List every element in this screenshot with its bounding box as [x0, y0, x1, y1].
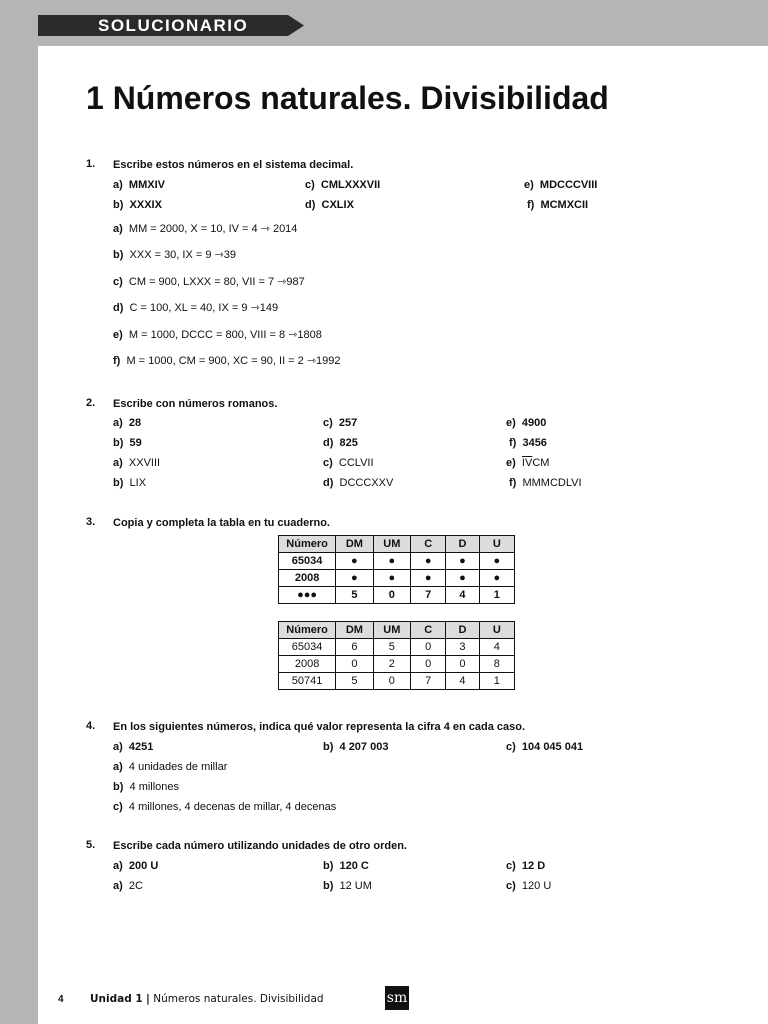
answer [506, 879, 551, 893]
exercise-prompt: Escribe cada número utilizando unidades de otro orden. [113, 840, 407, 852]
item-label: c) [305, 179, 315, 191]
answer-text: MM = 2000, X = 10, IV = 4 ⇾ 2014 [128, 223, 298, 235]
answer-label: a) [113, 457, 123, 469]
table-cell: ● [411, 553, 446, 570]
answer [506, 456, 549, 470]
answer [323, 456, 374, 470]
answer-text: XXVIII [128, 457, 161, 469]
table-cell: ● [336, 570, 373, 587]
answer [113, 780, 179, 794]
table-cell: ● [479, 570, 514, 587]
page-number: 4 [58, 994, 64, 1005]
table-cell: 0 [373, 587, 410, 604]
answer-label: d) [113, 302, 124, 314]
item-value: 3456 [522, 437, 547, 449]
item [506, 740, 583, 754]
item-label: b) [113, 199, 124, 211]
answer-text: M = 1000, CM = 900, XC = 90, II = 2 ⇾1992 [126, 355, 341, 367]
banner-title: SOLUCIONARIO [98, 16, 249, 35]
answer-overline-text: $\overline{IV}$ [521, 457, 533, 469]
answer-text: 4 millones, 4 decenas de millar, 4 decenas [128, 801, 337, 813]
answer-label: c) [113, 801, 123, 813]
table-cell: 2008 [279, 570, 336, 587]
table-header-cell: DM [336, 536, 373, 553]
table-cell: 7 [411, 587, 446, 604]
answer [113, 328, 322, 342]
table-header-cell: U [479, 536, 514, 553]
item [323, 859, 369, 873]
answer [323, 879, 372, 893]
publisher-logo: sm [385, 986, 409, 1010]
table-header-row [279, 536, 515, 553]
table-cell: ●●● [279, 587, 336, 604]
answer-label: b) [113, 249, 124, 261]
item [113, 416, 141, 430]
item-value: MCMXCII [540, 199, 589, 211]
answer-label: a) [113, 223, 123, 235]
item-value: 257 [338, 417, 358, 429]
answer [113, 301, 278, 315]
table-header-cell: UM [373, 536, 410, 553]
footer-unit: Unidad 1 [90, 993, 143, 1005]
exercise-number: 4. [86, 720, 96, 732]
item-label: c) [323, 417, 333, 429]
table-header-row [279, 622, 515, 639]
answer-text: M = 1000, DCCC = 800, VIII = 8 ⇾1808 [128, 329, 322, 341]
item [305, 178, 380, 192]
table-header-cell: C [411, 536, 446, 553]
table-header-cell: C [411, 622, 446, 639]
answer-label: a) [113, 880, 123, 892]
answer [113, 476, 146, 490]
answer [113, 800, 336, 814]
table-cell: 5 [336, 673, 373, 690]
answer [113, 222, 297, 236]
answer-label: f) [509, 477, 517, 489]
table-cell: 5 [336, 587, 373, 604]
exercise-number: 2. [86, 397, 96, 409]
table-cell: ● [411, 570, 446, 587]
table-header-cell: D [446, 536, 479, 553]
table-cell: 0 [411, 639, 446, 656]
answer-text: 2C [128, 880, 143, 892]
answer-label: a) [113, 761, 123, 773]
table-cell: 4 [446, 587, 479, 604]
place-value-table-answer [278, 621, 515, 690]
item-label: b) [323, 741, 334, 753]
answer [113, 456, 160, 470]
table-cell: 0 [446, 656, 479, 673]
item [524, 178, 597, 192]
answer-text: 12 UM [339, 880, 372, 892]
table-cell: ● [373, 553, 410, 570]
item-label: a) [113, 179, 123, 191]
table-row [279, 570, 515, 587]
answer-label: c) [113, 276, 123, 288]
table-header-cell: Número [279, 622, 336, 639]
table-cell: 8 [479, 656, 514, 673]
item-value: CMLXXXVII [320, 179, 381, 191]
item-value: MDCCCVIII [539, 179, 598, 191]
table-cell: 4 [479, 639, 514, 656]
answer-text: 4 millones [129, 781, 180, 793]
item-label: b) [323, 860, 334, 872]
exercise-number: 1. [86, 158, 96, 170]
table-row [279, 587, 515, 604]
table-cell: 2008 [279, 656, 336, 673]
item [113, 859, 158, 873]
item-value: 104 045 041 [521, 741, 584, 753]
table-cell: 0 [373, 673, 410, 690]
answer [113, 248, 236, 262]
exercise-prompt: En los siguientes números, indica qué valor representa la cifra 4 en cada caso. [113, 721, 526, 733]
table-cell: 1 [479, 587, 514, 604]
answer-text: 4 unidades de millar [128, 761, 228, 773]
item-label: a) [113, 860, 123, 872]
answer-text: CCLVII [338, 457, 374, 469]
table-cell: 5 [373, 639, 410, 656]
answer-text: MMMCDLVI [522, 477, 582, 489]
table-cell: ● [446, 570, 479, 587]
page-title: 1 Números naturales. Divisibilidad [86, 80, 609, 116]
place-value-table-question [278, 535, 515, 604]
answer-text: LIX [129, 477, 147, 489]
answer-label: e) [506, 457, 516, 469]
item [506, 859, 545, 873]
item-value: 12 D [521, 860, 546, 872]
table-row [279, 656, 515, 673]
exercise-prompt: Escribe con números romanos. [113, 398, 278, 410]
answer-label: c) [323, 457, 333, 469]
item-value: 59 [129, 437, 142, 449]
table-row [279, 553, 515, 570]
item [113, 198, 162, 212]
table-row [279, 673, 515, 690]
table-cell: 2 [373, 656, 410, 673]
item-value: 4 207 003 [339, 741, 389, 753]
table-header-cell: U [479, 622, 514, 639]
table-cell: ● [336, 553, 373, 570]
answer-text: 120 U [521, 880, 552, 892]
answer-label: c) [506, 880, 516, 892]
table-cell: 3 [446, 639, 479, 656]
footer-text [90, 993, 324, 1005]
footer-chapter: Números naturales. Divisibilidad [153, 993, 324, 1005]
table-cell: 0 [336, 656, 373, 673]
item-value: 200 U [128, 860, 159, 872]
table-cell: 0 [411, 656, 446, 673]
table-header-cell: Número [279, 536, 336, 553]
answer-label: d) [323, 477, 334, 489]
table-header-cell: UM [373, 622, 410, 639]
left-margin-bar [14, 0, 38, 1024]
answer [113, 879, 143, 893]
table-cell: ● [373, 570, 410, 587]
item [113, 436, 142, 450]
item-label: c) [506, 741, 516, 753]
answer [113, 354, 341, 368]
item-value: MMXIV [128, 179, 165, 191]
answer [113, 760, 227, 774]
table-cell: 1 [479, 673, 514, 690]
item-label: b) [113, 437, 124, 449]
exercise-prompt: Escribe estos números en el sistema decimal. [113, 159, 354, 171]
item [506, 416, 546, 430]
item-value: XXXIX [129, 199, 162, 211]
answer-label: b) [323, 880, 334, 892]
item [323, 416, 357, 430]
item-value: 4900 [521, 417, 547, 429]
table-cell: 7 [411, 673, 446, 690]
table-header-cell: DM [336, 622, 373, 639]
answer [509, 476, 582, 490]
exercise-prompt: Copia y completa la tabla en tu cuaderno. [113, 517, 330, 529]
item-value: 4251 [128, 741, 154, 753]
item [113, 178, 165, 192]
table-cell: 50741 [279, 673, 336, 690]
item-label: a) [113, 417, 123, 429]
answer-text: XXX = 30, IX = 9 ⇾39 [129, 249, 236, 261]
item [113, 740, 153, 754]
answer-label: b) [113, 477, 124, 489]
item-label: e) [524, 179, 534, 191]
item [323, 436, 358, 450]
item [527, 198, 588, 212]
answer-text: CM [532, 457, 550, 469]
item-label: f) [509, 437, 517, 449]
table-cell: 65034 [279, 553, 336, 570]
item-label: c) [506, 860, 516, 872]
item-label: d) [323, 437, 334, 449]
table-row [279, 639, 515, 656]
table-header-cell: D [446, 622, 479, 639]
item-value: 28 [128, 417, 142, 429]
item-label: f) [527, 199, 535, 211]
answer-label: b) [113, 781, 124, 793]
table-cell: ● [479, 553, 514, 570]
exercise-number: 5. [86, 839, 96, 851]
table-cell: 4 [446, 673, 479, 690]
item-value: 825 [339, 437, 358, 449]
answer-text: C = 100, XL = 40, IX = 9 ⇾149 [129, 302, 279, 314]
item [323, 740, 388, 754]
answer-text: CM = 900, LXXX = 80, VII = 7 ⇾987 [128, 276, 305, 288]
item [305, 198, 354, 212]
table-cell: 6 [336, 639, 373, 656]
exercise-number: 3. [86, 516, 96, 528]
answer-text: DCCCXXV [339, 477, 394, 489]
answer-label: f) [113, 355, 121, 367]
table-cell: 65034 [279, 639, 336, 656]
item-label: a) [113, 741, 123, 753]
item-label: e) [506, 417, 516, 429]
item-value: CXLIX [321, 199, 354, 211]
item [509, 436, 547, 450]
table-cell: ● [446, 553, 479, 570]
answer-label: e) [113, 329, 123, 341]
footer-separator: | [146, 993, 150, 1005]
answer [113, 275, 305, 289]
answer [323, 476, 393, 490]
item-label: d) [305, 199, 316, 211]
item-value: 120 C [339, 860, 369, 872]
